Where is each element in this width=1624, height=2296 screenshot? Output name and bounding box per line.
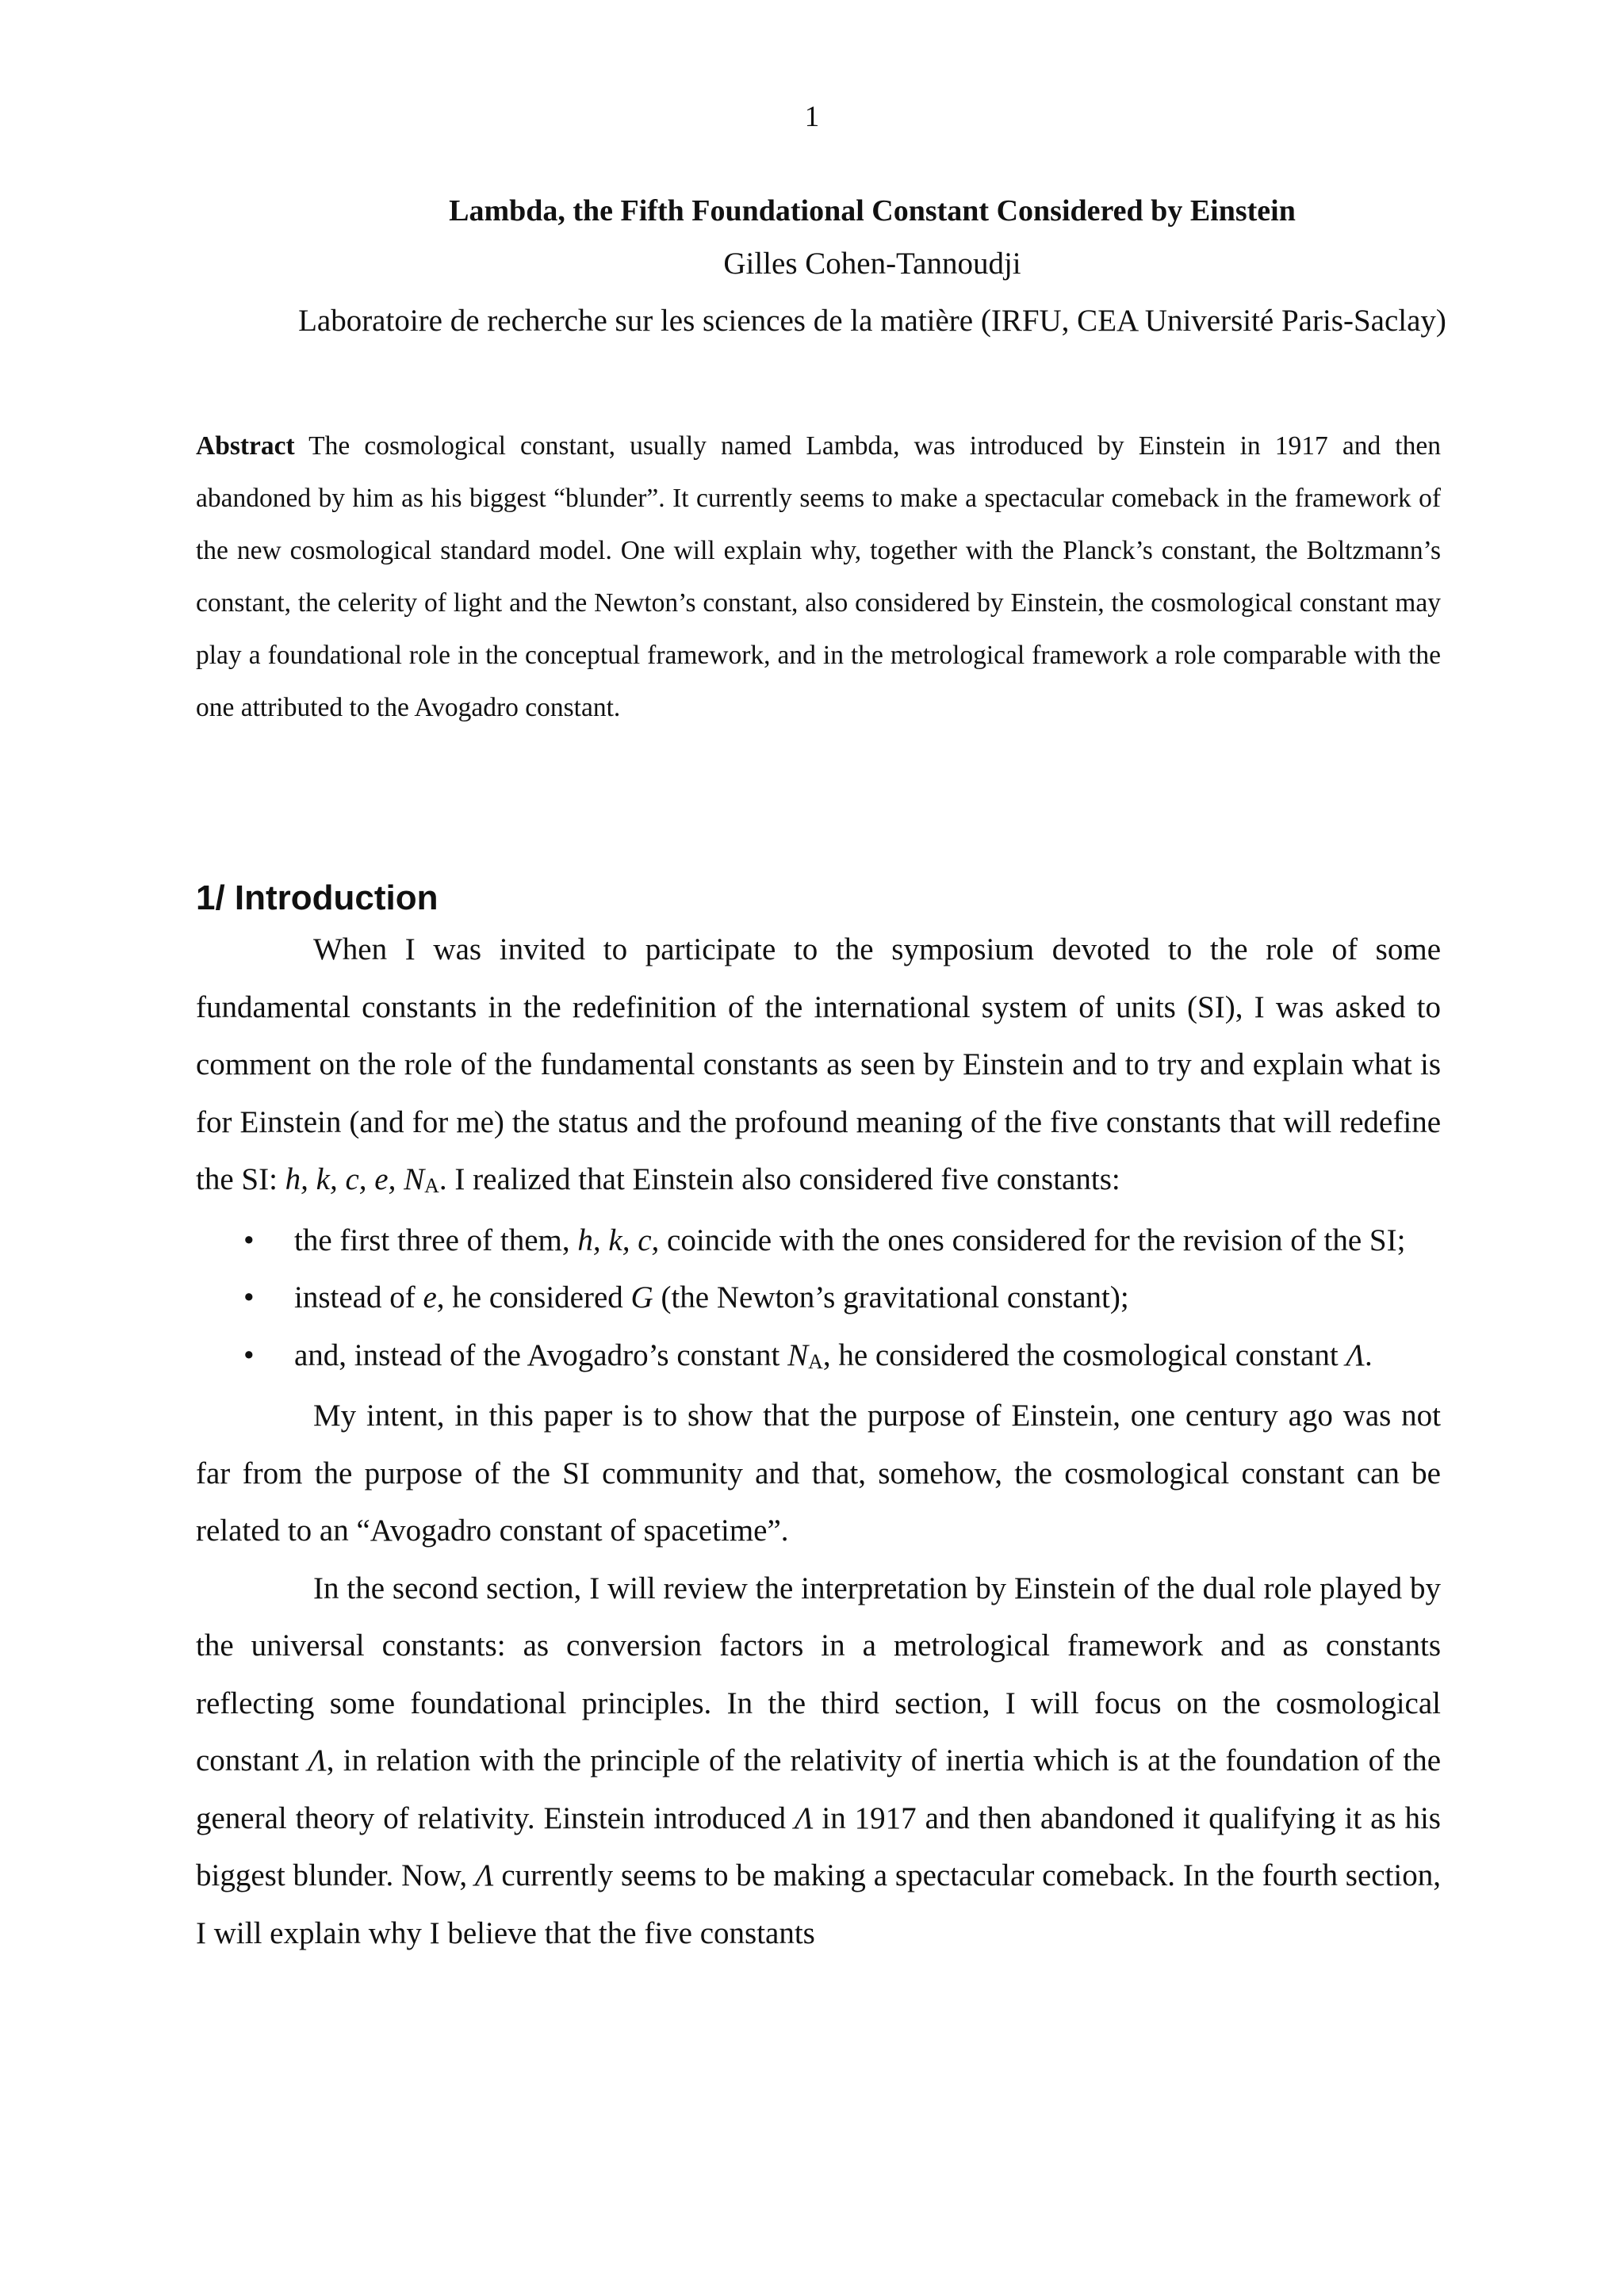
bullet-2-symbol-e: e: [423, 1280, 437, 1314]
list-item: [243, 1212, 1441, 1270]
lambda-symbol: Λ: [474, 1858, 494, 1892]
paper-title: Lambda, the Fifth Foundational Constant Considered by Einstein: [449, 194, 1296, 228]
lambda-symbol: Λ: [308, 1743, 327, 1777]
bullet-1-text: the first three of them,: [294, 1223, 578, 1257]
bullet-2-text: instead of: [294, 1280, 423, 1314]
paragraph-1-text: When I was invited to participate to the symposium devoted to the role of some fundamental constants in the redefinition of the international system of units (SI), I was asked to comment on the role of the fundamental constants as seen by Einstein and to try and explain what is for Einstein (and for me) the status and the profound meaning of the five constants that will redefine the SI:: [196, 932, 1441, 1196]
paragraph-3-part-1: In the second section, I will review the interpretation by Einstein of the dual role played by the universal constants: as conversion factors in a metrological framework and as constants reflecting some foundational principles. In the third section, I will focus on the cosmological constant: [196, 1571, 1441, 1777]
list-item: [243, 1269, 1441, 1327]
lambda-symbol: Λ: [794, 1800, 814, 1835]
paragraph-3: [196, 1560, 1441, 1963]
bullet-3-mid: , he considered the cosmological constant: [822, 1337, 1346, 1372]
abstract-text: The cosmological constant, usually named Lambda, was introduced by Einstein in 1917 and then abandoned by him as his biggest “blunder”. It currently seems to make a spectacular comeback in the framework of the new cosmological standard model. One will explain why, together with the Planck’s constant, the Boltzmann’s constant, the celerity of light and the Newton’s constant, also considered by Einstein, the cosmological constant may play a foundational role in the conceptual framework, and in the metrological framework a role comparable with the one attributed to the Avogadro constant.: [196, 431, 1441, 722]
bullet-3-subscript: A: [808, 1349, 823, 1373]
bullet-3-lambda: Λ: [1346, 1337, 1365, 1372]
si-constants-symbols: h, k, c, e, N: [285, 1162, 425, 1196]
bullet-dot-icon: •: [243, 1337, 255, 1372]
bullet-1-end: coincide with the ones considered for the revision of the SI;: [659, 1223, 1406, 1257]
paragraph-1-end: . I realized that Einstein also considered five constants:: [439, 1162, 1120, 1196]
paragraph-3-part-4: currently seems to be making a spectacular comeback. In the fourth section, I will explain why I believe that the five constants: [196, 1858, 1442, 1950]
bullet-dot-icon: •: [243, 1223, 255, 1257]
paragraph-3-part-3: in 1917 and then abandoned it qualifying it as his biggest blunder. Now,: [196, 1800, 1441, 1892]
section-heading-introduction: 1/ Introduction: [196, 878, 439, 917]
paragraph-3-part-2: , in relation with the principle of the relativity of inertia which is at the foundation of the general theory of relativity. Einstein introduced: [196, 1743, 1441, 1835]
bullet-2-mid: , he considered: [436, 1280, 631, 1314]
bullet-3-end: .: [1364, 1337, 1373, 1372]
avogadro-subscript: A: [424, 1174, 439, 1197]
paragraph-1: [196, 921, 1441, 1212]
bullet-1-symbols: h, k, c,: [577, 1223, 660, 1257]
bullet-3-text: and, instead of the Avogadro’s constant: [294, 1337, 788, 1372]
introduction-body: [196, 921, 1441, 1962]
abstract-label: Abstract: [196, 431, 295, 461]
bullet-3-symbol-n: N: [787, 1337, 809, 1372]
abstract-block: [196, 420, 1441, 734]
bullet-dot-icon: •: [243, 1280, 255, 1314]
list-item: [243, 1327, 1441, 1388]
bullet-2-end: (the Newton’s gravitational constant);: [653, 1280, 1129, 1314]
author-affiliation: Laboratoire de recherche sur les sciences de la matière (IRFU, CEA Université Paris-Saclay): [298, 304, 1446, 338]
author-name: Gilles Cohen-Tannoudji: [723, 247, 1021, 281]
bullet-2-symbol-g: G: [630, 1280, 653, 1314]
page-number: 1: [804, 101, 820, 133]
constants-bullet-list: [196, 1212, 1441, 1388]
paragraph-2: My intent, in this paper is to show that the purpose of Einstein, one century ago was not far from the purpose of the SI community and that, somehow, the cosmological constant can be related to an “Avogadro constant of spacetime”.: [196, 1399, 1441, 1548]
